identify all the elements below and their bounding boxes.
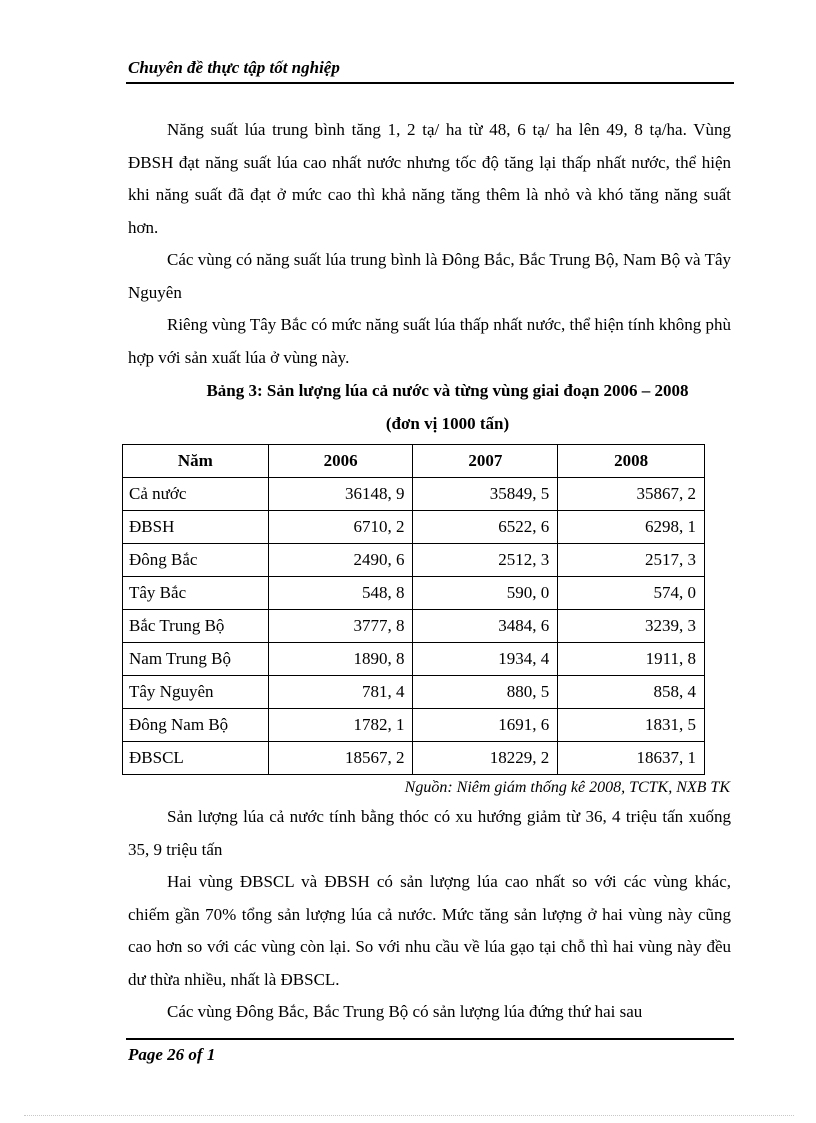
body-paragraph: Sản lượng lúa cả nước tính bằng thóc có xu hướng giảm từ 36, 4 triệu tấn xuống 35, 9 triệu tấn bbox=[128, 807, 731, 859]
page-number: Page 26 of 1 bbox=[128, 1045, 216, 1064]
table-row bbox=[123, 577, 705, 610]
region-cell: Đông Nam Bộ bbox=[123, 709, 269, 742]
body-paragraph: Năng suất lúa trung bình tăng 1, 2 tạ/ ha từ 48, 6 tạ/ ha lên 49, 8 tạ/ha. Vùng ĐBSH đạt năng suất lúa cao nhất nước nhưng tốc độ tăng lại thấp nhất nước, thể hiện khi năng suất đã đạt ở mức cao thì khả năng tăng thêm là nhỏ và khó tăng năng suất hơn. bbox=[128, 120, 731, 237]
column-header: 2007 bbox=[413, 445, 558, 478]
value-cell: 2490, 6 bbox=[268, 544, 413, 577]
table-row bbox=[123, 511, 705, 544]
region-cell: Cả nước bbox=[123, 478, 269, 511]
table-row bbox=[123, 544, 705, 577]
body-paragraph: Các vùng Đông Bắc, Bắc Trung Bộ có sản lượng lúa đứng thứ hai sau bbox=[167, 1002, 643, 1021]
value-cell: 1934, 4 bbox=[413, 643, 558, 676]
value-cell: 35867, 2 bbox=[558, 478, 705, 511]
value-cell: 880, 5 bbox=[413, 676, 558, 709]
region-cell: Tây Bắc bbox=[123, 577, 269, 610]
value-cell: 1890, 8 bbox=[268, 643, 413, 676]
document-body bbox=[128, 114, 731, 1029]
table-row bbox=[123, 610, 705, 643]
value-cell: 2512, 3 bbox=[413, 544, 558, 577]
body-paragraph: Hai vùng ĐBSCL và ĐBSH có sản lượng lúa cao nhất so với các vùng khác, chiếm gần 70% tổng sản lượng lúa cả nước. Mức tăng sản lượng ở hai vùng này cũng cao hơn so với các vùng còn lại. So với nhu cầu về lúa gạo tại chỗ thì hai vùng này đều dư thừa nhiều, nhất là ĐBSCL. bbox=[128, 872, 731, 989]
column-header: 2008 bbox=[558, 445, 705, 478]
region-cell: Đông Bắc bbox=[123, 544, 269, 577]
body-paragraph: Các vùng có năng suất lúa trung bình là Đông Bắc, Bắc Trung Bộ, Nam Bộ và Tây Nguyên bbox=[128, 250, 731, 302]
value-cell: 1831, 5 bbox=[558, 709, 705, 742]
value-cell: 781, 4 bbox=[268, 676, 413, 709]
column-header: 2006 bbox=[268, 445, 413, 478]
value-cell: 6298, 1 bbox=[558, 511, 705, 544]
value-cell: 1691, 6 bbox=[413, 709, 558, 742]
table-row bbox=[123, 643, 705, 676]
value-cell: 1782, 1 bbox=[268, 709, 413, 742]
value-cell: 590, 0 bbox=[413, 577, 558, 610]
value-cell: 18637, 1 bbox=[558, 742, 705, 775]
table-source: Nguồn: Niêm giám thống kê 2008, TCTK, NXB TK bbox=[404, 779, 730, 796]
value-cell: 35849, 5 bbox=[413, 478, 558, 511]
value-cell: 36148, 9 bbox=[268, 478, 413, 511]
value-cell: 574, 0 bbox=[558, 577, 705, 610]
value-cell: 6522, 6 bbox=[413, 511, 558, 544]
table-header-row bbox=[123, 445, 705, 478]
rice-output-table bbox=[122, 444, 705, 775]
value-cell: 18229, 2 bbox=[413, 742, 558, 775]
body-paragraph: Riêng vùng Tây Bắc có mức năng suất lúa thấp nhất nước, thể hiện tính không phù hợp với sản xuất lúa ở vùng này. bbox=[128, 315, 731, 367]
value-cell: 1911, 8 bbox=[558, 643, 705, 676]
page-header-title: Chuyên đề thực tập tốt nghiệp bbox=[128, 58, 340, 77]
region-cell: Tây Nguyên bbox=[123, 676, 269, 709]
region-cell: Bắc Trung Bộ bbox=[123, 610, 269, 643]
region-cell: Nam Trung Bộ bbox=[123, 643, 269, 676]
value-cell: 548, 8 bbox=[268, 577, 413, 610]
table-row bbox=[123, 709, 705, 742]
value-cell: 18567, 2 bbox=[268, 742, 413, 775]
table-title: Bảng 3: Sản lượng lúa cả nước và từng vùng giai đoạn 2006 – 2008 bbox=[206, 381, 689, 400]
region-cell: ĐBSCL bbox=[123, 742, 269, 775]
table-row bbox=[123, 676, 705, 709]
table-row bbox=[123, 478, 705, 511]
value-cell: 3777, 8 bbox=[268, 610, 413, 643]
value-cell: 2517, 3 bbox=[558, 544, 705, 577]
value-cell: 858, 4 bbox=[558, 676, 705, 709]
region-cell: ĐBSH bbox=[123, 511, 269, 544]
page-edge-dots bbox=[24, 1115, 794, 1116]
value-cell: 3239, 3 bbox=[558, 610, 705, 643]
column-header: Năm bbox=[123, 445, 269, 478]
value-cell: 3484, 6 bbox=[413, 610, 558, 643]
table-subtitle: (đơn vị 1000 tấn) bbox=[385, 414, 510, 433]
footer-divider bbox=[126, 1038, 734, 1040]
table-row bbox=[123, 742, 705, 775]
value-cell: 6710, 2 bbox=[268, 511, 413, 544]
header-divider bbox=[126, 82, 734, 84]
